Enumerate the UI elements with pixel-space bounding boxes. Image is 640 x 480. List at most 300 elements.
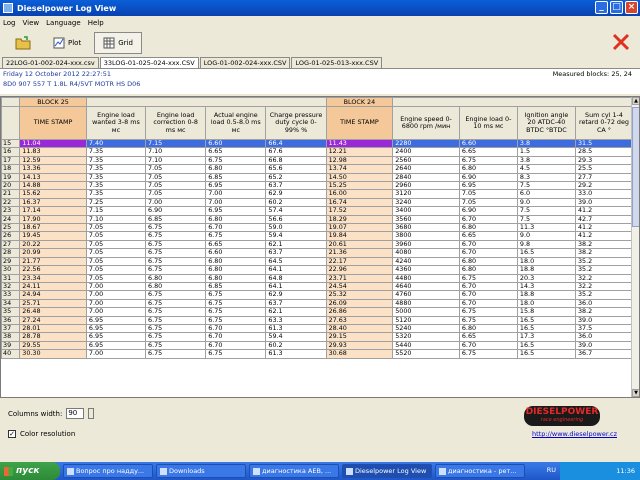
table-cell[interactable]: 6.80 — [206, 215, 266, 223]
table-cell[interactable]: 6.75 — [146, 240, 206, 248]
row-number[interactable]: 21 — [2, 190, 20, 198]
timestamp-cell[interactable]: 24.94 — [20, 291, 87, 299]
table-row[interactable] — [2, 173, 633, 181]
timestamp-cell[interactable]: 27.24 — [20, 316, 87, 324]
table-cell[interactable]: 18.8 — [517, 291, 575, 299]
timestamp-cell[interactable]: 20.61 — [326, 240, 393, 248]
table-cell[interactable]: 62.1 — [266, 240, 326, 248]
timestamp-cell[interactable]: 30.68 — [326, 350, 393, 358]
row-number[interactable]: 23 — [2, 207, 20, 215]
table-row[interactable] — [2, 308, 633, 316]
row-number[interactable]: 34 — [2, 299, 20, 307]
scroll-down-icon[interactable]: ▼ — [632, 389, 640, 397]
minimize-button[interactable]: _ — [595, 1, 608, 14]
table-cell[interactable]: 7.5 — [517, 215, 575, 223]
timestamp-cell[interactable]: 15.25 — [326, 182, 393, 190]
row-number[interactable]: 18 — [2, 165, 20, 173]
table-cell[interactable]: 38.2 — [575, 308, 632, 316]
timestamp-cell[interactable]: 16.74 — [326, 198, 393, 206]
table-cell[interactable]: 6.75 — [206, 299, 266, 307]
table-cell[interactable]: 7.40 — [86, 140, 145, 148]
row-number[interactable]: 29 — [2, 257, 20, 265]
table-cell[interactable]: 6.75 — [146, 266, 206, 274]
table-cell[interactable]: 59.4 — [266, 232, 326, 240]
table-cell[interactable]: 5440 — [393, 341, 460, 349]
table-cell[interactable]: 6.75 — [206, 350, 266, 358]
table-cell[interactable]: 7.05 — [146, 182, 206, 190]
table-cell[interactable]: 7.10 — [146, 156, 206, 164]
table-cell[interactable]: 6.75 — [146, 257, 206, 265]
table-cell[interactable]: 6.80 — [206, 257, 266, 265]
table-row[interactable] — [2, 257, 633, 265]
table-cell[interactable]: 7.05 — [86, 232, 145, 240]
column-header[interactable]: Engine load wanted 3-8 ms мс — [86, 107, 145, 140]
table-cell[interactable]: 6.75 — [146, 333, 206, 341]
table-cell[interactable]: 39.0 — [575, 341, 632, 349]
table-cell[interactable]: 2400 — [393, 148, 460, 156]
timestamp-cell[interactable]: 25.71 — [20, 299, 87, 307]
tab-file-3[interactable]: LOG-01-002-024-xxx.CSV — [200, 57, 291, 68]
table-cell[interactable]: 6.95 — [206, 182, 266, 190]
table-cell[interactable]: 3120 — [393, 190, 460, 198]
table-cell[interactable]: 62.1 — [266, 308, 326, 316]
table-row[interactable] — [2, 282, 633, 290]
table-cell[interactable]: 7.35 — [86, 148, 145, 156]
timestamp-cell[interactable]: 18.67 — [20, 224, 87, 232]
timestamp-cell[interactable]: 12.98 — [326, 156, 393, 164]
table-cell[interactable]: 15.8 — [517, 308, 575, 316]
table-cell[interactable]: 2640 — [393, 165, 460, 173]
table-cell[interactable]: 6.80 — [146, 274, 206, 282]
table-cell[interactable]: 6.75 — [459, 350, 517, 358]
table-cell[interactable]: 6.70 — [459, 341, 517, 349]
timestamp-cell[interactable]: 12.59 — [20, 156, 87, 164]
column-header[interactable]: Actual engine load 0.5-8.0 ms мс — [206, 107, 266, 140]
table-cell[interactable]: 7.15 — [146, 140, 206, 148]
table-cell[interactable]: 6.75 — [206, 232, 266, 240]
timestamp-cell[interactable]: 14.88 — [20, 182, 87, 190]
timestamp-cell[interactable]: 17.90 — [20, 215, 87, 223]
table-cell[interactable]: 7.00 — [86, 291, 145, 299]
table-cell[interactable]: 7.00 — [206, 190, 266, 198]
table-cell[interactable]: 41.2 — [575, 224, 632, 232]
timestamp-cell[interactable]: 21.36 — [326, 249, 393, 257]
table-row[interactable] — [2, 341, 633, 349]
table-cell[interactable]: 63.7 — [266, 299, 326, 307]
table-cell[interactable]: 25.5 — [575, 165, 632, 173]
table-cell[interactable]: 16.5 — [517, 249, 575, 257]
table-cell[interactable]: 64.1 — [266, 266, 326, 274]
row-number[interactable]: 38 — [2, 333, 20, 341]
table-row[interactable] — [2, 316, 633, 324]
table-row[interactable] — [2, 324, 633, 332]
table-cell[interactable]: 64.1 — [266, 282, 326, 290]
table-cell[interactable]: 4880 — [393, 299, 460, 307]
table-cell[interactable]: 6.75 — [206, 156, 266, 164]
row-number[interactable]: 30 — [2, 266, 20, 274]
table-cell[interactable]: 6.90 — [459, 173, 517, 181]
row-number[interactable]: 17 — [2, 156, 20, 164]
table-cell[interactable]: 6.60 — [459, 140, 517, 148]
row-number[interactable]: 15 — [2, 140, 20, 148]
table-cell[interactable]: 1.5 — [517, 148, 575, 156]
table-cell[interactable]: 9.0 — [517, 198, 575, 206]
timestamp-cell[interactable]: 25.32 — [326, 291, 393, 299]
timestamp-cell[interactable]: 29.93 — [326, 341, 393, 349]
timestamp-cell[interactable]: 16.00 — [326, 190, 393, 198]
open-folder-button[interactable] — [6, 32, 40, 54]
row-number[interactable]: 27 — [2, 240, 20, 248]
table-cell[interactable]: 38.2 — [575, 240, 632, 248]
timestamp-cell[interactable]: 22.96 — [326, 266, 393, 274]
timestamp-cell[interactable]: 18.29 — [326, 215, 393, 223]
table-cell[interactable]: 6.75 — [146, 324, 206, 332]
table-cell[interactable]: 6.75 — [459, 156, 517, 164]
row-number[interactable]: 39 — [2, 341, 20, 349]
table-cell[interactable]: 6.75 — [146, 316, 206, 324]
table-cell[interactable]: 63.7 — [266, 249, 326, 257]
column-header[interactable]: Engine load 0-10 ms мс — [459, 107, 517, 140]
language-indicator[interactable]: RU — [546, 466, 556, 474]
table-cell[interactable]: 6.95 — [206, 207, 266, 215]
table-cell[interactable]: 3680 — [393, 224, 460, 232]
table-cell[interactable]: 35.2 — [575, 266, 632, 274]
table-cell[interactable]: 6.80 — [206, 165, 266, 173]
table-cell[interactable]: 7.35 — [86, 182, 145, 190]
close-log-icon[interactable] — [612, 33, 630, 51]
table-cell[interactable]: 7.00 — [86, 350, 145, 358]
timestamp-cell[interactable]: 28.01 — [20, 324, 87, 332]
table-row[interactable] — [2, 182, 633, 190]
table-cell[interactable]: 6.95 — [86, 324, 145, 332]
timestamp-cell[interactable]: 29.15 — [326, 333, 393, 341]
table-cell[interactable]: 6.75 — [146, 299, 206, 307]
table-cell[interactable]: 6.70 — [459, 291, 517, 299]
table-row[interactable] — [2, 165, 633, 173]
table-cell[interactable]: 16.5 — [517, 341, 575, 349]
table-cell[interactable]: 32.2 — [575, 274, 632, 282]
table-cell[interactable]: 67.6 — [266, 148, 326, 156]
timestamp-cell[interactable]: 11.83 — [20, 148, 87, 156]
taskbar-item-downloads[interactable] — [156, 464, 246, 478]
table-cell[interactable]: 6.65 — [459, 333, 517, 341]
table-cell[interactable]: 60.2 — [266, 198, 326, 206]
table-cell[interactable]: 16.5 — [517, 316, 575, 324]
table-cell[interactable]: 32.2 — [575, 282, 632, 290]
website-link[interactable]: http://www.dieselpower.cz — [532, 430, 617, 438]
table-cell[interactable]: 7.05 — [86, 249, 145, 257]
table-cell[interactable]: 4640 — [393, 282, 460, 290]
table-cell[interactable]: 7.10 — [86, 215, 145, 223]
table-row[interactable] — [2, 333, 633, 341]
timestamp-cell[interactable]: 13.74 — [326, 165, 393, 173]
timestamp-cell[interactable]: 11.43 — [326, 140, 393, 148]
table-cell[interactable]: 7.05 — [146, 165, 206, 173]
column-header[interactable]: Engine speed 0-6800 rpm /мин — [393, 107, 460, 140]
table-row[interactable] — [2, 215, 633, 223]
timestamp-cell[interactable]: 20.22 — [20, 240, 87, 248]
table-cell[interactable]: 36.0 — [575, 333, 632, 341]
table-row[interactable] — [2, 198, 633, 206]
table-cell[interactable]: 7.00 — [206, 198, 266, 206]
table-cell[interactable]: 6.85 — [206, 282, 266, 290]
table-cell[interactable]: 41.2 — [575, 232, 632, 240]
timestamp-cell[interactable]: 26.48 — [20, 308, 87, 316]
scroll-up-icon[interactable]: ▲ — [632, 97, 640, 105]
table-cell[interactable]: 7.00 — [86, 299, 145, 307]
table-cell[interactable]: 4080 — [393, 249, 460, 257]
table-row[interactable] — [2, 240, 633, 248]
table-cell[interactable]: 6.0 — [517, 190, 575, 198]
taskbar-item-logview[interactable] — [342, 464, 432, 478]
timestamp-cell[interactable]: 23.34 — [20, 274, 87, 282]
table-cell[interactable]: 6.75 — [459, 274, 517, 282]
table-cell[interactable]: 6.75 — [206, 308, 266, 316]
row-number[interactable]: 22 — [2, 198, 20, 206]
columns-width-spinner[interactable] — [88, 408, 94, 419]
table-cell[interactable]: 6.75 — [206, 316, 266, 324]
table-cell[interactable]: 7.05 — [459, 198, 517, 206]
table-cell[interactable]: 6.95 — [86, 333, 145, 341]
timestamp-cell[interactable]: 19.84 — [326, 232, 393, 240]
tab-file-2[interactable]: 33LOG-01-025-024-xxx.CSV — [100, 57, 199, 68]
table-row[interactable] — [2, 232, 633, 240]
table-cell[interactable]: 33.0 — [575, 190, 632, 198]
table-row[interactable] — [2, 224, 633, 232]
table-cell[interactable]: 14.3 — [517, 282, 575, 290]
table-row[interactable] — [2, 266, 633, 274]
menu-help[interactable]: Help — [87, 18, 104, 27]
table-cell[interactable]: 59.0 — [266, 224, 326, 232]
timestamp-cell[interactable]: 24.54 — [326, 282, 393, 290]
table-cell[interactable]: 29.2 — [575, 182, 632, 190]
start-button[interactable] — [0, 462, 60, 480]
table-cell[interactable]: 6.70 — [459, 240, 517, 248]
table-cell[interactable]: 41.2 — [575, 207, 632, 215]
table-cell[interactable]: 2560 — [393, 156, 460, 164]
table-cell[interactable]: 3.8 — [517, 140, 575, 148]
table-cell[interactable]: 4240 — [393, 257, 460, 265]
table-cell[interactable]: 5120 — [393, 316, 460, 324]
table-cell[interactable]: 9.0 — [517, 232, 575, 240]
table-cell[interactable]: 37.5 — [575, 324, 632, 332]
scroll-thumb[interactable] — [632, 107, 640, 227]
table-cell[interactable]: 36.7 — [575, 350, 632, 358]
row-number[interactable]: 25 — [2, 224, 20, 232]
table-cell[interactable]: 7.35 — [86, 190, 145, 198]
column-header[interactable]: TIME STAMP — [326, 107, 393, 140]
table-cell[interactable]: 7.05 — [146, 173, 206, 181]
table-cell[interactable]: 7.5 — [517, 207, 575, 215]
table-cell[interactable]: 6.80 — [146, 282, 206, 290]
table-cell[interactable]: 6.80 — [206, 274, 266, 282]
table-cell[interactable]: 27.7 — [575, 173, 632, 181]
table-cell[interactable]: 7.35 — [86, 165, 145, 173]
table-cell[interactable]: 17.3 — [517, 333, 575, 341]
table-cell[interactable]: 7.15 — [86, 207, 145, 215]
table-cell[interactable]: 61.3 — [266, 350, 326, 358]
column-header[interactable]: Ignition angle 20 ATDC-40 BTDC °BTDC — [517, 107, 575, 140]
table-cell[interactable]: 3400 — [393, 207, 460, 215]
table-cell[interactable]: 5520 — [393, 350, 460, 358]
taskbar-item-diag[interactable] — [249, 464, 339, 478]
row-number[interactable]: 24 — [2, 215, 20, 223]
table-cell[interactable]: 16.5 — [517, 324, 575, 332]
table-cell[interactable]: 9.8 — [517, 240, 575, 248]
table-cell[interactable]: 6.60 — [206, 140, 266, 148]
table-cell[interactable]: 66.4 — [266, 140, 326, 148]
table-row[interactable] — [2, 140, 633, 148]
table-cell[interactable]: 6.85 — [206, 173, 266, 181]
table-cell[interactable]: 7.05 — [86, 266, 145, 274]
grid-button[interactable] — [94, 32, 142, 54]
table-cell[interactable]: 62.9 — [266, 190, 326, 198]
table-cell[interactable]: 39.0 — [575, 316, 632, 324]
table-cell[interactable]: 6.95 — [86, 341, 145, 349]
table-cell[interactable]: 7.10 — [146, 148, 206, 156]
table-cell[interactable]: 7.00 — [146, 198, 206, 206]
column-header[interactable]: TIME STAMP — [20, 107, 87, 140]
table-cell[interactable]: 7.00 — [86, 282, 145, 290]
table-cell[interactable]: 4360 — [393, 266, 460, 274]
table-cell[interactable]: 7.05 — [86, 257, 145, 265]
table-cell[interactable]: 7.25 — [86, 198, 145, 206]
row-number[interactable]: 31 — [2, 274, 20, 282]
row-number[interactable]: 33 — [2, 291, 20, 299]
table-cell[interactable]: 6.70 — [459, 282, 517, 290]
menu-language[interactable]: Language — [46, 18, 81, 27]
row-number[interactable]: 19 — [2, 173, 20, 181]
timestamp-cell[interactable]: 20.99 — [20, 249, 87, 257]
table-row[interactable] — [2, 249, 633, 257]
table-cell[interactable]: 64.5 — [266, 257, 326, 265]
table-cell[interactable]: 6.65 — [206, 240, 266, 248]
table-cell[interactable]: 7.05 — [146, 190, 206, 198]
table-cell[interactable]: 7.05 — [459, 190, 517, 198]
table-cell[interactable]: 3960 — [393, 240, 460, 248]
row-number[interactable]: 36 — [2, 316, 20, 324]
row-number[interactable]: 40 — [2, 350, 20, 358]
timestamp-cell[interactable]: 23.71 — [326, 274, 393, 282]
table-cell[interactable]: 6.80 — [459, 257, 517, 265]
taskbar-item-browser[interactable] — [63, 464, 153, 478]
table-cell[interactable]: 8.3 — [517, 173, 575, 181]
taskbar-item-diag2[interactable] — [435, 464, 525, 478]
timestamp-cell[interactable]: 16.37 — [20, 198, 87, 206]
table-cell[interactable]: 35.2 — [575, 257, 632, 265]
table-cell[interactable]: 6.70 — [206, 324, 266, 332]
table-cell[interactable]: 6.65 — [459, 148, 517, 156]
table-cell[interactable]: 3240 — [393, 198, 460, 206]
tab-file-1[interactable]: 22LOG-01-002-024-xxx.csv — [2, 57, 99, 68]
row-number[interactable]: 37 — [2, 324, 20, 332]
columns-width-input[interactable]: 90 — [66, 408, 84, 419]
table-cell[interactable]: 65.2 — [266, 173, 326, 181]
table-cell[interactable]: 6.85 — [146, 215, 206, 223]
table-cell[interactable]: 6.65 — [206, 148, 266, 156]
column-header[interactable]: Charge pressure duty cycle 0-99% % — [266, 107, 326, 140]
table-cell[interactable]: 5240 — [393, 324, 460, 332]
table-cell[interactable]: 7.05 — [86, 274, 145, 282]
table-cell[interactable]: 6.70 — [206, 333, 266, 341]
table-cell[interactable]: 31.5 — [575, 140, 632, 148]
table-cell[interactable]: 16.5 — [517, 350, 575, 358]
timestamp-cell[interactable]: 24.11 — [20, 282, 87, 290]
table-cell[interactable]: 6.70 — [459, 299, 517, 307]
table-cell[interactable]: 6.90 — [146, 207, 206, 215]
column-header[interactable]: Sum cyl 1-4 retard 0-72 deg CA ° — [575, 107, 632, 140]
table-cell[interactable]: 63.7 — [266, 182, 326, 190]
table-cell[interactable]: 6.95 — [459, 182, 517, 190]
table-cell[interactable]: 6.75 — [146, 232, 206, 240]
table-row[interactable] — [2, 190, 633, 198]
row-number[interactable]: 28 — [2, 249, 20, 257]
table-row[interactable] — [2, 299, 633, 307]
table-cell[interactable]: 6.80 — [206, 266, 266, 274]
plot-button[interactable] — [44, 32, 90, 54]
timestamp-cell[interactable]: 13.36 — [20, 165, 87, 173]
table-cell[interactable]: 66.8 — [266, 156, 326, 164]
table-cell[interactable]: 5000 — [393, 308, 460, 316]
timestamp-cell[interactable]: 14.50 — [326, 173, 393, 181]
timestamp-cell[interactable]: 30.30 — [20, 350, 87, 358]
timestamp-cell[interactable]: 21.77 — [20, 257, 87, 265]
table-cell[interactable]: 4760 — [393, 291, 460, 299]
table-cell[interactable]: 6.80 — [459, 165, 517, 173]
table-cell[interactable]: 5320 — [393, 333, 460, 341]
table-cell[interactable]: 18.8 — [517, 266, 575, 274]
table-cell[interactable]: 7.05 — [86, 224, 145, 232]
table-cell[interactable]: 18.0 — [517, 299, 575, 307]
table-cell[interactable]: 6.65 — [459, 232, 517, 240]
table-row[interactable] — [2, 274, 633, 282]
table-cell[interactable]: 56.6 — [266, 215, 326, 223]
menu-log[interactable]: Log — [3, 18, 16, 27]
table-cell[interactable]: 64.8 — [266, 274, 326, 282]
table-row[interactable] — [2, 350, 633, 358]
table-cell[interactable]: 6.80 — [459, 324, 517, 332]
table-cell[interactable]: 6.75 — [146, 308, 206, 316]
table-cell[interactable]: 6.70 — [459, 215, 517, 223]
table-cell[interactable]: 3560 — [393, 215, 460, 223]
timestamp-cell[interactable]: 22.17 — [326, 257, 393, 265]
table-cell[interactable]: 7.00 — [86, 308, 145, 316]
table-cell[interactable]: 20.3 — [517, 274, 575, 282]
table-cell[interactable]: 6.95 — [86, 316, 145, 324]
table-cell[interactable]: 65.6 — [266, 165, 326, 173]
table-cell[interactable]: 6.75 — [146, 224, 206, 232]
table-row[interactable] — [2, 291, 633, 299]
timestamp-cell[interactable]: 17.14 — [20, 207, 87, 215]
table-cell[interactable]: 39.0 — [575, 198, 632, 206]
table-cell[interactable]: 2280 — [393, 140, 460, 148]
timestamp-cell[interactable]: 26.86 — [326, 308, 393, 316]
table-cell[interactable]: 59.4 — [266, 333, 326, 341]
table-cell[interactable]: 6.60 — [206, 249, 266, 257]
table-cell[interactable]: 7.5 — [517, 182, 575, 190]
menu-view[interactable]: View — [22, 18, 40, 27]
timestamp-cell[interactable]: 26.09 — [326, 299, 393, 307]
table-cell[interactable]: 6.75 — [459, 316, 517, 324]
row-number[interactable]: 35 — [2, 308, 20, 316]
table-cell[interactable]: 6.80 — [459, 224, 517, 232]
timestamp-cell[interactable]: 12.21 — [326, 148, 393, 156]
table-cell[interactable]: 29.3 — [575, 156, 632, 164]
row-number[interactable]: 20 — [2, 182, 20, 190]
timestamp-cell[interactable]: 19.45 — [20, 232, 87, 240]
column-header[interactable]: Engine load correction 0-8 ms мс — [146, 107, 206, 140]
timestamp-cell[interactable]: 28.78 — [20, 333, 87, 341]
